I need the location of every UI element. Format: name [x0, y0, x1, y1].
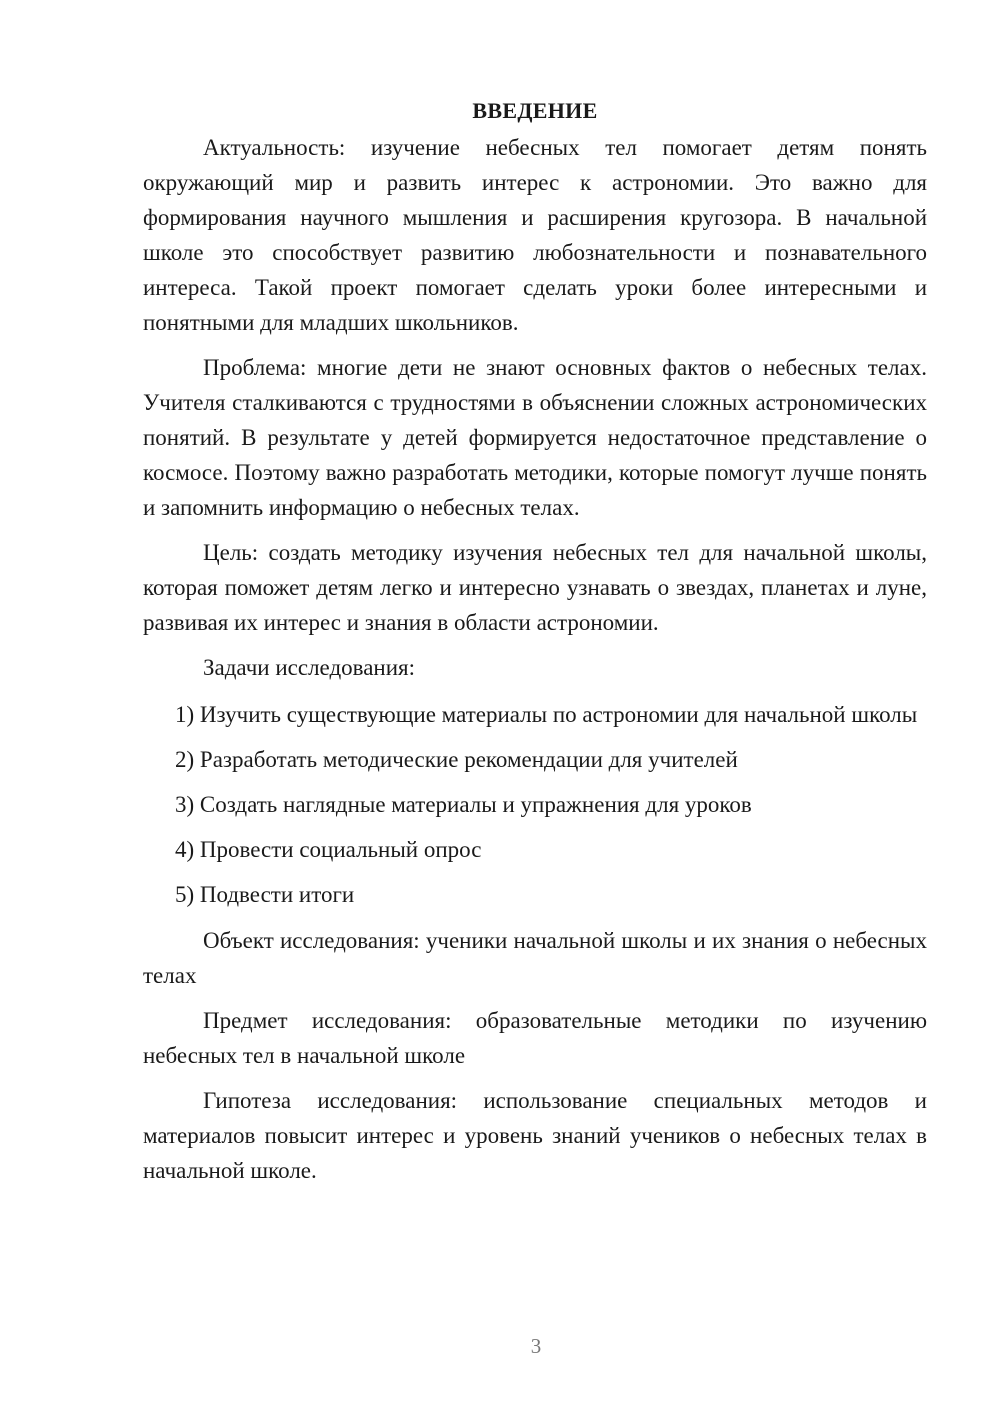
page-number: 3 — [530, 1334, 542, 1358]
paragraph-goal: Цель: создать методику изучения небесных тел для начальной школы, которая поможет детям легко и интересно узнавать о звездах, планетах и луне, развивая их интерес и знания в области астрономии. — [143, 540, 927, 635]
task-item: 2) Разработать методические рекомендации для учителей — [175, 747, 738, 772]
tasks-list — [143, 697, 927, 912]
paragraph-object: Объект исследования: ученики начальной школы и их знания о небесных телах — [143, 928, 927, 988]
tasks-heading: Задачи исследования: — [203, 655, 416, 680]
task-item: 4) Провести социальный опрос — [175, 837, 482, 862]
section-heading: ВВЕДЕНИЕ — [472, 98, 598, 123]
paragraph-problem: Проблема: многие дети не знают основных фактов о небесных телах. Учителя сталкиваются с трудностями в объяснении сложных астрономических понятий. В результате у детей формируется недостаточное представление о космосе. Поэтому важно разработать методики, которые помогут лучше понять и запомнить информацию о небесных телах. — [143, 355, 927, 520]
task-item: 5) Подвести итоги — [175, 882, 355, 907]
paragraph-subject: Предмет исследования: образовательные методики по изучению небесных тел в начальной школе — [143, 1008, 927, 1068]
task-item: 1) Изучить существующие материалы по астрономии для начальной школы — [175, 702, 918, 727]
page-content — [143, 93, 927, 1188]
task-item: 3) Создать наглядные материалы и упражнения для уроков — [175, 792, 752, 817]
paragraph-relevance: Актуальность: изучение небесных тел помогает детям понять окружающий мир и развить интерес к астрономии. Это важно для формирования научного мышления и расширения кругозора. В начальной школе это способствует развитию любознательности и познавательного интереса. Такой проект помогает сделать уроки более интересными и понятными для младших школьников. — [143, 135, 927, 335]
paragraph-hypothesis: Гипотеза исследования: использование специальных методов и материалов повысит интерес и уровень знаний учеников о небесных телах в начальной школе. — [143, 1088, 927, 1183]
